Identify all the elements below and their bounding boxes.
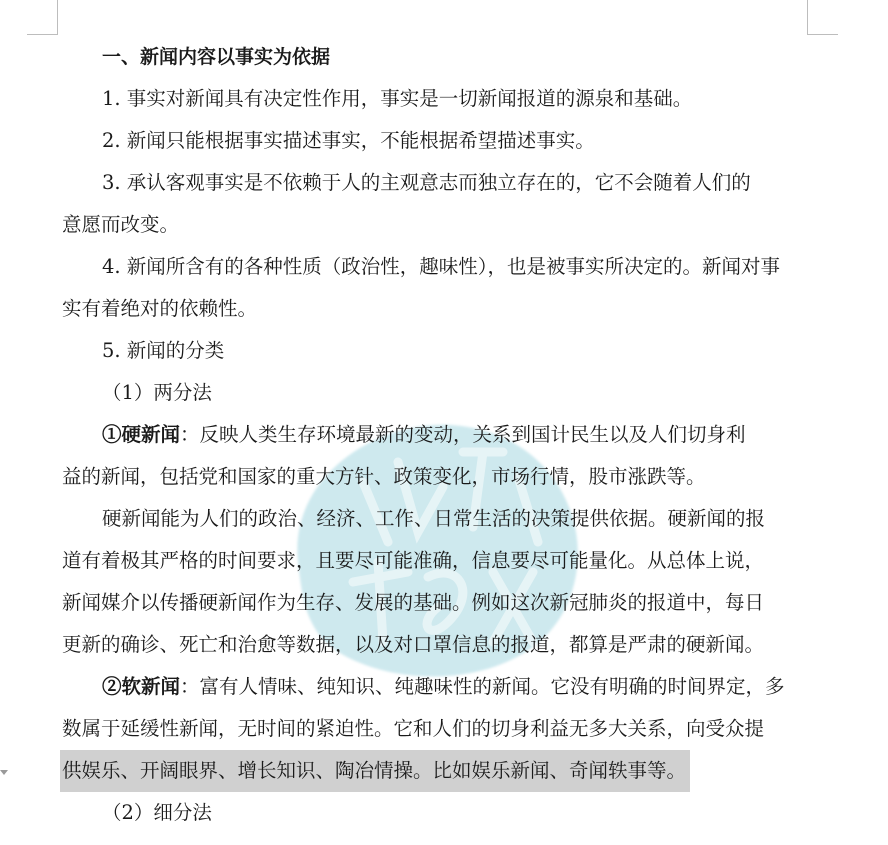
- subsection-detailed: （2）细分法: [102, 801, 212, 824]
- hard-news-line-1: [62, 414, 810, 456]
- subsection-two-way: （1）两分法: [102, 381, 212, 404]
- hard-news-term: ①硬新闻: [102, 423, 181, 446]
- paragraph-4-line-1: 4. 新闻所含有的各种性质（政治性，趣味性），也是被事实所决定的。新闻对事: [102, 255, 781, 278]
- soft-news-term: ②软新闻: [102, 675, 181, 698]
- soft-news-definition: ：富有人情味、纯知识、纯趣味性的新闻。它没有明确的时间界定，多: [180, 675, 785, 698]
- soft-news-line-3[interactable]: [62, 750, 810, 792]
- paragraph-1: 1. 事实对新闻具有决定性作用，事实是一切新闻报道的源泉和基础。: [102, 87, 693, 110]
- paragraph-4-line-2: 实有着绝对的依赖性。: [62, 297, 258, 320]
- hard-news-detail-line-1: 硬新闻能为人们的政治、经济、工作、日常生活的决策提供依据。硬新闻的报: [102, 507, 766, 530]
- hard-news-detail-line-4: 更新的确诊、死亡和治愈等数据，以及对口罩信息的报道，都算是严肃的硬新闻。: [62, 633, 765, 656]
- paragraph-2: 2. 新闻只能根据事实描述事实，不能根据希望描述事实。: [102, 129, 595, 152]
- page-corner-mark-top-right: [807, 0, 838, 35]
- hard-news-definition: ：反映人类生存环境最新的变动，关系到国计民生以及人们切身利: [180, 423, 746, 446]
- hard-news-detail-line-3: 新闻媒介以传播硬新闻作为生存、发展的基础。例如这次新冠肺炎的报道中，每日: [62, 591, 765, 614]
- paragraph-5: 5. 新闻的分类: [102, 339, 225, 362]
- document-body: [62, 36, 810, 834]
- section-heading: 一、新闻内容以事实为依据: [102, 46, 331, 68]
- paragraph-3-line-2: 意愿而改变。: [62, 213, 180, 236]
- selected-text-highlight[interactable]: 供娱乐、开阔眼界、增长知识、陶冶情操。比如娱乐新闻、奇闻轶事等。: [60, 750, 690, 792]
- soft-news-line-2: 数属于延缓性新闻，无时间的紧迫性。它和人们的切身利益无多大关系，向受众提: [62, 717, 765, 740]
- hard-news-detail-line-2: 道有着极其严格的时间要求，且要尽可能准确，信息要尽可能量化。从总体上说，: [62, 549, 765, 572]
- hard-news-line-2: 益的新闻，包括党和国家的重大方针、政策变化，市场行情，股市涨跌等。: [62, 465, 706, 488]
- margin-marker-icon: [0, 770, 8, 775]
- soft-news-line-1: [62, 666, 810, 708]
- paragraph-3-line-1: 3. 承认客观事实是不依赖于人的主观意志而独立存在的，它不会随着人们的: [102, 171, 751, 194]
- page-corner-mark-top-left: [27, 0, 58, 35]
